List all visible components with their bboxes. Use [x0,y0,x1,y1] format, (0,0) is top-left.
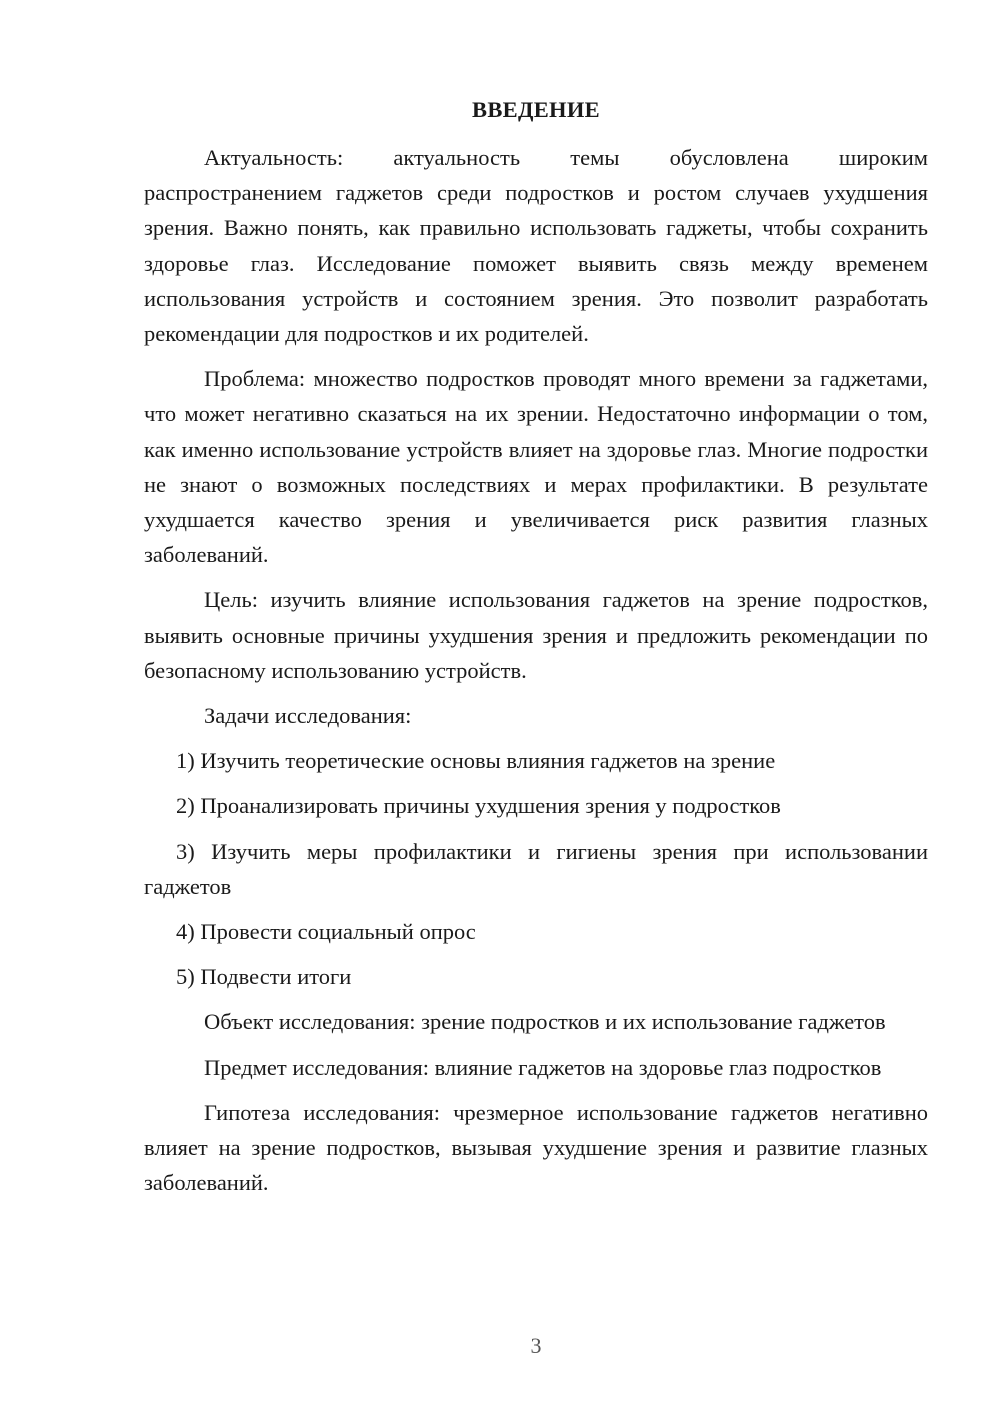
page-number: 3 [530,1333,542,1358]
relevance-paragraph: Актуальность: актуальность темы обусловлена широким распространением гаджетов среди подростков и ростом случаев ухудшения зрения. Важно понять, как правильно использовать гаджеты, чтобы сохранить здоровье глаз. Исследование поможет выявить связь между временем использования устройств и состоянием зрения. Это позволит разработать рекомендации для подростков и их родителей. [144,145,928,347]
page-content [144,90,928,1210]
task-item: 2) Проанализировать причины ухудшения зрения у подростков [176,793,781,819]
tasks-heading: Задачи исследования: [204,703,412,729]
task-item: 4) Провести социальный опрос [176,919,476,945]
section-title: ВВЕДЕНИЕ [472,97,600,122]
task-item: 5) Подвести итоги [176,964,352,990]
problem-paragraph: Проблема: множество подростков проводят много времени за гаджетами, что может негативно сказаться на их зрении. Недостаточно информации о том, как именно использование устройств влияет на здоровье глаз. Многие подростки не знают о возможных последствиях и мерах профилактики. В результате ухудшается качество зрения и увеличивается риск развития глазных заболеваний. [144,366,928,568]
subject-paragraph: Предмет исследования: влияние гаджетов на здоровье глаз подростков [204,1054,882,1080]
task-item: 1) Изучить теоретические основы влияния гаджетов на зрение [176,748,776,774]
hypothesis-paragraph: Гипотеза исследования: чрезмерное использование гаджетов негативно влияет на зрение подростков, вызывая ухудшение зрения и развитие глазных заболеваний. [144,1099,928,1196]
goal-paragraph: Цель: изучить влияние использования гаджетов на зрение подростков, выявить основные причины ухудшения зрения и предложить рекомендации по безопасному использованию устройств. [144,587,928,683]
object-paragraph: Объект исследования: зрение подростков и их использование гаджетов [204,1009,886,1035]
task-item: 3) Изучить меры профилактики и гигиены зрения при использовании гаджетов [144,838,928,899]
